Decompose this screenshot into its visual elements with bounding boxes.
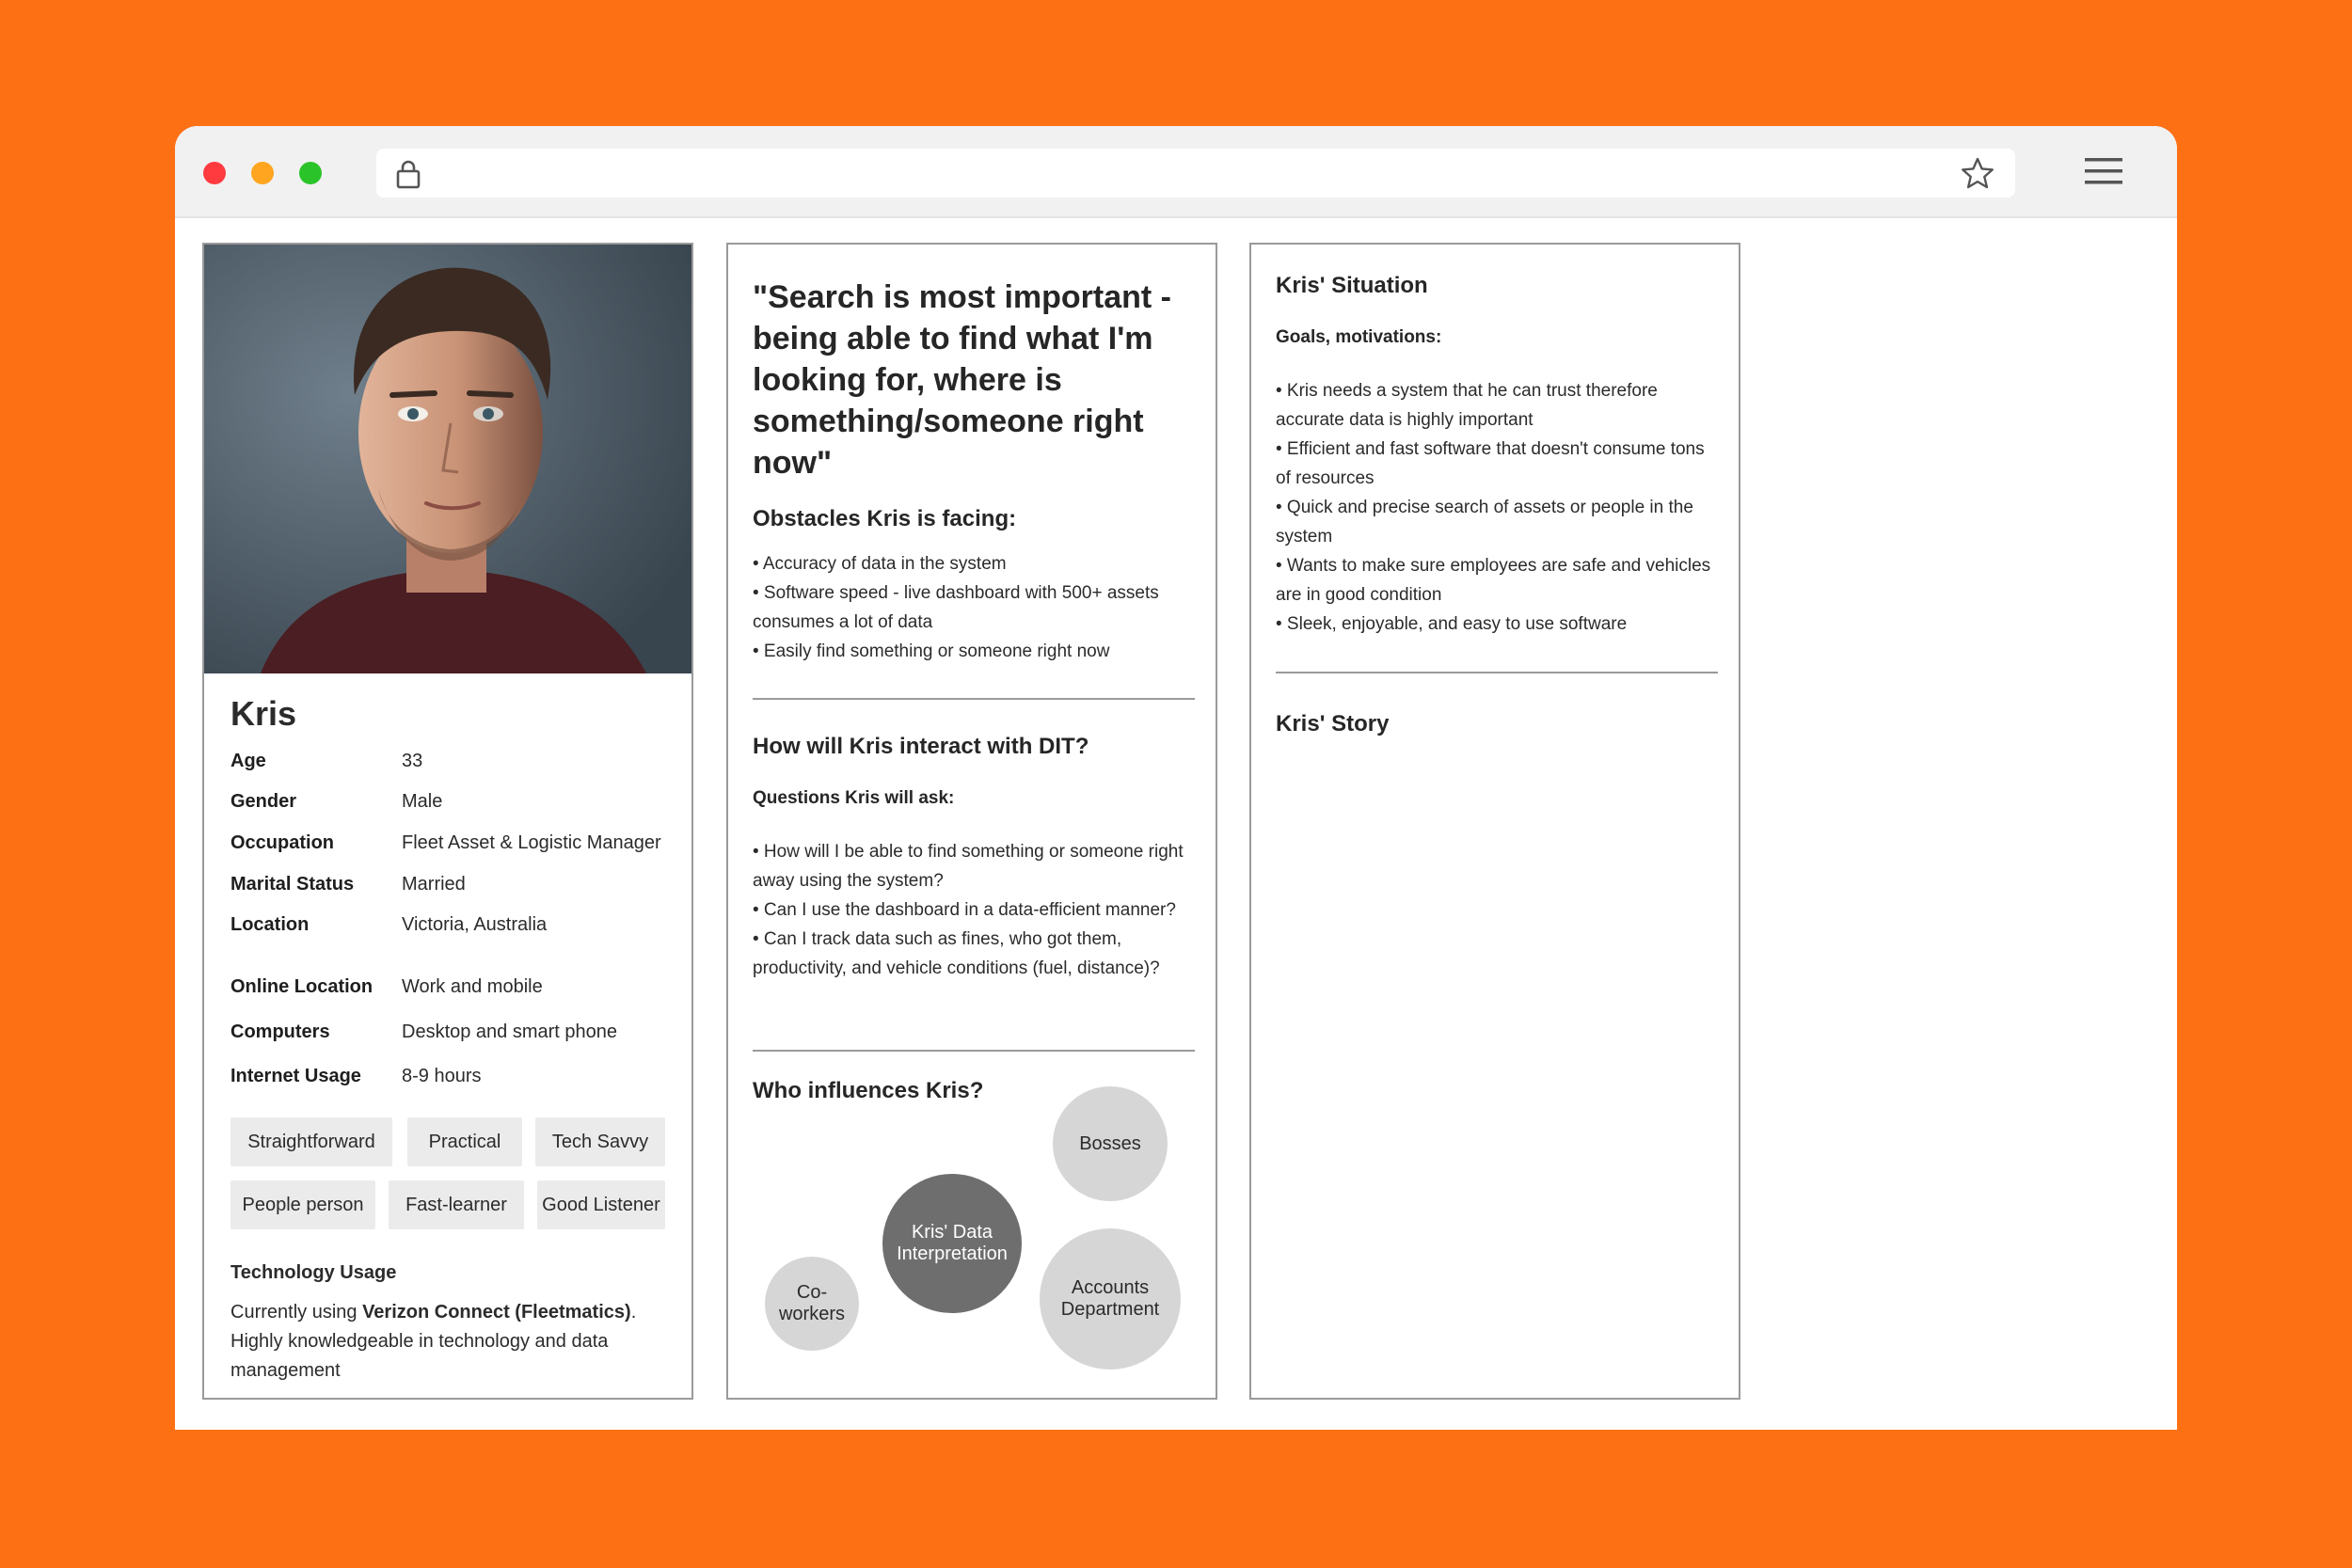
browser-toolbar [175, 126, 2177, 218]
influencer-coworkers: Co- workers [765, 1257, 859, 1351]
goal-item: • Sleek, enjoyable, and easy to use software [1276, 614, 1628, 634]
profile-photo [204, 245, 691, 673]
influence-center: Kris' Data Interpretation [882, 1174, 1022, 1313]
section-divider [1276, 672, 1718, 673]
questions-title: Questions Kris will ask: [753, 788, 955, 808]
attribute-label: Internet Usage [230, 1066, 361, 1086]
attribute-label: Occupation [230, 832, 335, 853]
profile-card [202, 243, 693, 1400]
attribute-value: Desktop and smart phone [402, 1022, 618, 1042]
influences-title: Who influences Kris? [753, 1078, 984, 1103]
trait-tag: Straightforward [230, 1117, 392, 1166]
close-window-button[interactable] [203, 162, 226, 184]
question-item: • How will I be able to find something or someone right away using the system? [753, 842, 1184, 891]
influencer-accounts-department: Accounts Department [1040, 1228, 1181, 1370]
question-item: • Can I use the dashboard in a data-efficient manner? [753, 900, 1176, 920]
trait-tag: Tech Savvy [535, 1117, 665, 1166]
influencer-bosses: Bosses [1053, 1086, 1168, 1201]
story-section [1276, 711, 1718, 737]
browser-window [175, 126, 2177, 1430]
question-item: • Can I track data such as fines, who got them, productivity, and vehicle conditions (fuel, distance)? [753, 929, 1160, 978]
obstacles-section [753, 506, 1195, 666]
goal-item: • Wants to make sure employees are safe and vehicles are in good condition [1276, 556, 1711, 605]
attribute-label: Gender [230, 791, 297, 812]
attribute-value: Victoria, Australia [402, 914, 548, 935]
trait-tag: Practical [407, 1117, 522, 1166]
star-icon[interactable] [1961, 157, 1994, 194]
trait-tag: Fast-learner [389, 1180, 524, 1229]
maximize-window-button[interactable] [299, 162, 322, 184]
minimize-window-button[interactable] [251, 162, 274, 184]
situation-section [1276, 273, 1718, 639]
trait-tag: Good Listener [537, 1180, 665, 1229]
attribute-value: Fleet Asset & Logistic Manager [402, 832, 661, 853]
needs-card [726, 243, 1217, 1400]
lock-icon [395, 159, 421, 194]
tech-usage-prefix: Currently using [230, 1302, 363, 1323]
attribute-value: 8-9 hours [402, 1066, 482, 1086]
obstacles-title: Obstacles Kris is facing: [753, 506, 1017, 531]
address-bar[interactable] [376, 149, 2015, 198]
attribute-label: Computers [230, 1022, 330, 1042]
goal-item: • Kris needs a system that he can trust therefore accurate data is highly important [1276, 381, 1658, 430]
tech-usage-product: Verizon Connect (Fleetmatics) [362, 1302, 631, 1323]
technology-usage-title: Technology Usage [230, 1262, 397, 1283]
section-divider [753, 698, 1195, 700]
tech-usage-suffix: . Highly knowledgeable in technology and data management [230, 1302, 637, 1381]
attribute-label: Online Location [230, 976, 373, 997]
interaction-section [753, 734, 1195, 983]
obstacle-item: • Easily find something or someone right now [753, 641, 1110, 661]
goal-item: • Quick and precise search of assets or people in the system [1276, 498, 1693, 546]
attribute-value: Male [402, 791, 443, 812]
situation-title: Kris' Situation [1276, 273, 1428, 298]
attribute-label: Marital Status [230, 874, 355, 895]
attribute-value: Married [402, 874, 466, 895]
trait-tag: People person [230, 1180, 375, 1229]
situation-card [1249, 243, 1740, 1400]
obstacle-item: • Accuracy of data in the system [753, 554, 1007, 574]
attribute-value: 33 [402, 751, 423, 771]
story-title: Kris' Story [1276, 711, 1390, 736]
attribute-value: Work and mobile [402, 976, 543, 997]
persona-name: Kris [230, 694, 297, 733]
section-divider [753, 1050, 1195, 1052]
goals-title: Goals, motivations: [1276, 327, 1442, 347]
attribute-label: Age [230, 751, 266, 771]
technology-usage-text [230, 1298, 673, 1386]
interaction-title: How will Kris interact with DIT? [753, 734, 1089, 759]
attribute-label: Location [230, 914, 310, 935]
obstacle-item: • Software speed - live dashboard with 500+ assets consumes a lot of data [753, 583, 1159, 632]
persona-quote: "Search is most important - being able to find what I'm looking for, where is something/someone right now" [753, 279, 1171, 481]
goal-item: • Efficient and fast software that doesn't consume tons of resources [1276, 439, 1705, 488]
hamburger-menu-icon[interactable] [2085, 156, 2122, 191]
quote-section [753, 277, 1195, 483]
